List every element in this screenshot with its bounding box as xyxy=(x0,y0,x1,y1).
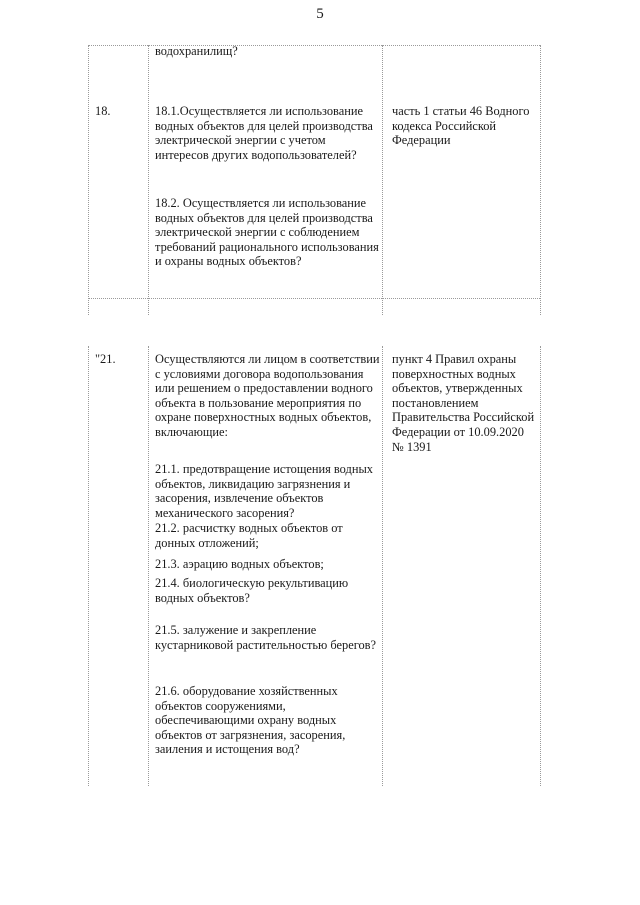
page-number: 5 xyxy=(316,6,324,22)
table-rule-right xyxy=(540,45,541,315)
row-21-number: "21. xyxy=(95,352,116,366)
row-18-question-1: 18.1.Осуществляется ли использование водных объектов для целей производства электрической энергии с учетом интересов других водопользователей? xyxy=(155,104,373,162)
row-21-question-2: 21.2. расчистку водных объектов от донных отложений; xyxy=(155,521,343,550)
table-rule-left-2 xyxy=(88,346,89,786)
table-rule-col2 xyxy=(382,45,383,315)
row-21-question-3: 21.3. аэрацию водных объектов; xyxy=(155,557,324,571)
row-18-reference: часть 1 статьи 46 Водного кодекса Российской Федерации xyxy=(392,104,530,148)
table-rule-col1-2 xyxy=(148,346,149,786)
table-rule-bottom xyxy=(88,298,540,299)
row-21-question-4: 21.4. биологическую рекультивацию водных объектов? xyxy=(155,576,349,605)
table-rule-right-2 xyxy=(540,346,541,786)
row-18-number: 18. xyxy=(95,104,111,118)
table-rule-left xyxy=(88,45,89,315)
row-21-question-1: 21.1. предотвращение истощения водных объектов, ликвидацию загрязнения и засорения, извлечение объектов механического засорения? xyxy=(155,462,373,520)
row-21-question-6: 21.6. оборудование хозяйственных объектов сооружениями, обеспечивающими охрану водных объектов от загрязнения, засорения, заиления и истощения вод? xyxy=(155,684,346,757)
row-21-intro: Осуществляются ли лицом в соответствии с условиями договора водопользования или решением о предоставлении водного объекта в пользование мероприятия по охране поверхностных водных объектов, включающие: xyxy=(155,352,380,439)
top-fragment-question: водохранилищ? xyxy=(155,44,238,58)
row-21-reference: пункт 4 Правил охраны поверхностных водных объектов, утвержденных постановлением Правительства Российской Федерации от 10.09.2020 № 1391 xyxy=(392,352,535,454)
row-21-question-5: 21.5. залужение и закрепление кустарниковой растительностью берегов? xyxy=(155,623,377,652)
table-rule-col1 xyxy=(148,45,149,315)
table-rule-col2-2 xyxy=(382,346,383,786)
row-18-question-2: 18.2. Осуществляется ли использование водных объектов для целей производства электрической энергии с соблюдением требований рационального использования и охраны водных объектов? xyxy=(155,196,379,269)
